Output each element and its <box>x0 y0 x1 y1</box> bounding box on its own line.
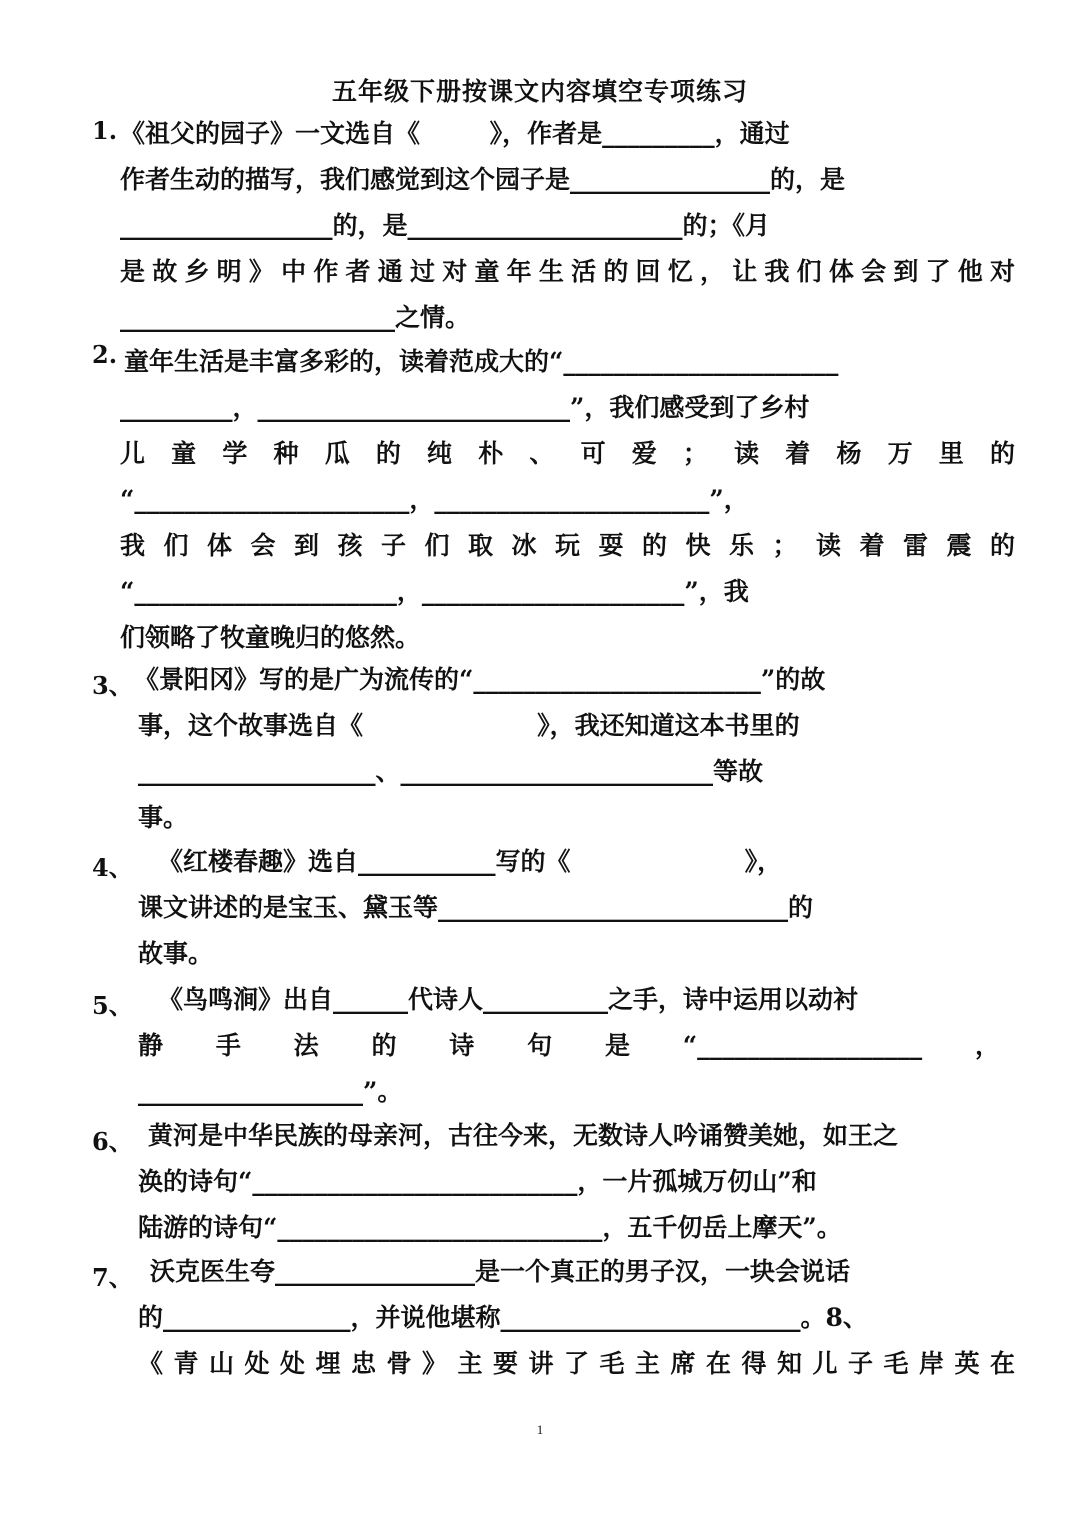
question-line: 《红楼春趣》选自___________写的《 》， <box>158 847 783 876</box>
question-line: 的_______________，并说他堪称________________________。8、 <box>138 1303 868 1332</box>
page-number: 1 <box>536 1422 544 1437</box>
question-line: 故事。 <box>138 939 214 968</box>
question-line: ______________________之情。 <box>120 303 471 332</box>
question-line: 《鸟鸣涧》出自______代诗人__________之手，诗中运用以动衬 <box>158 985 859 1014</box>
question-line: 童年生活是丰富多彩的，读着范成大的“______________________ <box>124 347 839 376</box>
question-line: _________________的，是______________________的；《月 <box>120 211 771 240</box>
question-number: 7、 <box>92 1263 133 1292</box>
question-line: 沃克医生夸________________是一个真正的男子汉，一块会说话 <box>150 1257 851 1286</box>
question-line: 课文讲述的是宝玉、黛玉等____________________________的 <box>138 893 814 922</box>
question-line: 事，这个故事选自《 》，我还知道这本书里的 <box>138 711 800 740</box>
question-line: “_____________________，_____________________”，我 <box>120 577 749 606</box>
page-title: 五年级下册按课文内容填空专项练习 <box>331 77 748 106</box>
question-number: 4、 <box>92 853 133 882</box>
question-line: “______________________，______________________”， <box>120 485 749 514</box>
question-line: __________________”。 <box>138 1077 403 1106</box>
question-line: 静手法的诗句是“__________________， <box>138 1031 1000 1060</box>
question-line: 事。 <box>138 803 189 832</box>
question-line: 《景阳冈》写的是广为流传的“_______________________”的故 <box>134 665 826 694</box>
question-line: 涣的诗句“__________________________，一片孤城万仞山”和 <box>138 1167 817 1196</box>
question-number: 3、 <box>92 671 133 700</box>
question-line: 《祖父的园子》一文选自《 》，作者是_________，通过 <box>120 119 790 148</box>
question-line: 作者生动的描写，我们感觉到这个园子是________________的，是 <box>120 165 846 194</box>
question-line: 黄河是中华民族的母亲河，古往今来，无数诗人吟诵赞美她，如王之 <box>148 1121 899 1150</box>
question-number: 1. <box>92 116 118 145</box>
question-number: 5、 <box>92 991 133 1020</box>
question-number: 6、 <box>92 1127 133 1156</box>
question-line: 们领略了牧童晚归的悠然。 <box>120 623 421 652</box>
question-line: 陆游的诗句“__________________________，五千仞岳上摩天”。 <box>138 1213 842 1242</box>
question-line: 儿童学种瓜的纯朴、可爱；读着杨万里的 <box>120 439 1015 468</box>
question-line: 是故乡明》中作者通过对童年生活的回忆，让我们体会到了他对 <box>120 257 1015 286</box>
question-number: 2. <box>92 340 118 369</box>
question-line: 《青山处处埋忠骨》主要讲了毛主席在得知儿子毛岸英在 <box>138 1349 1015 1378</box>
question-line: _________，_________________________”，我们感受到了乡村 <box>120 393 810 422</box>
question-line: 我们体会到孩子们取冰玩耍的快乐；读着雷震的 <box>120 531 1015 560</box>
question-line: ___________________、_________________________等故 <box>138 757 764 786</box>
